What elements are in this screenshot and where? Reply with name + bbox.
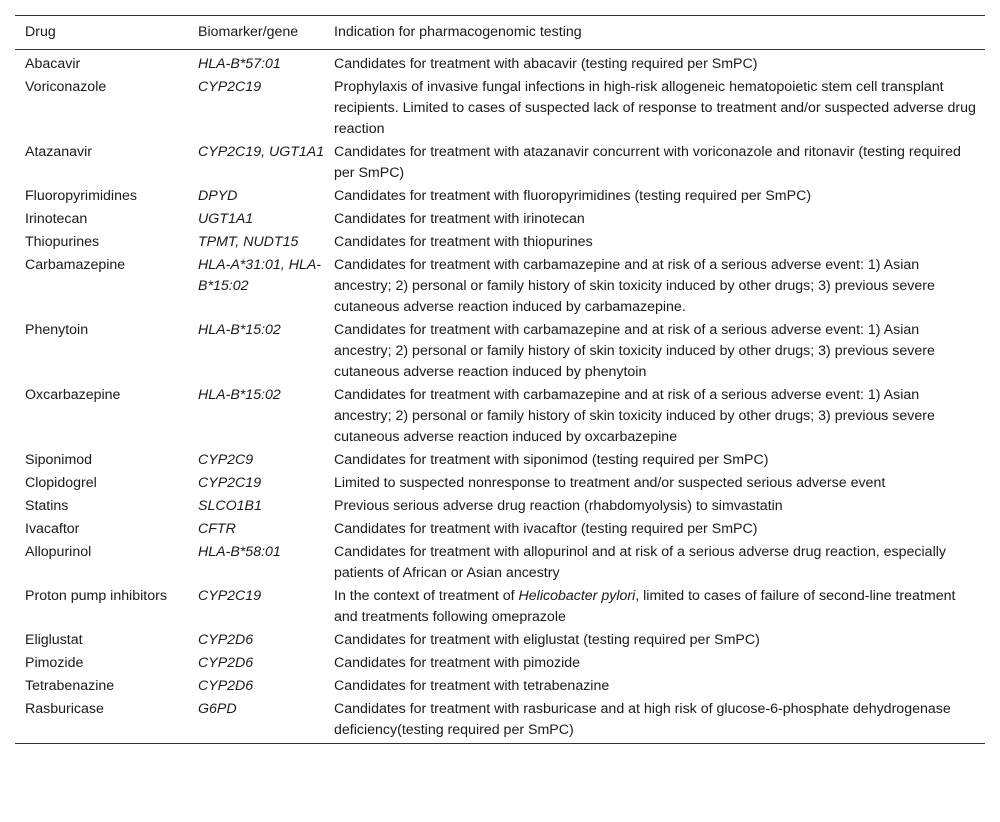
cell-drug: Irinotecan: [25, 211, 88, 227]
cell-indication: Candidates for treatment with thiopurines: [334, 234, 593, 250]
cell-indication: Prophylaxis of invasive fungal infections in high-risk allogeneic hematopoietic stem cell transplant recipients. Limited to cases of suspected lack of response to treatment and/or suspected adverse drug reaction: [334, 79, 976, 137]
cell-drug: Voriconazole: [25, 79, 107, 95]
table-row: [15, 142, 985, 186]
table-row: [15, 630, 985, 653]
indication-text-after: , limited to cases of failure of second-line treatment and treatments following omeprazole: [334, 588, 956, 625]
table-row: [15, 232, 985, 255]
cell-biomarker-gene: CFTR: [198, 521, 236, 537]
cell-drug: Carbamazepine: [25, 257, 126, 273]
table-row: [15, 473, 985, 496]
pharmacogenomic-table-container: [15, 15, 985, 744]
header-biomarker-gene: Biomarker/gene: [198, 24, 299, 40]
table-row: [15, 653, 985, 676]
cell-biomarker-gene: SLCO1B1: [198, 498, 262, 514]
cell-indication: Candidates for treatment with carbamazepine and at risk of a serious adverse event: 1) Asian ancestry; 2) personal or family history of skin toxicity induced by other drugs; 3) previous severe cutaneous adverse reaction induced by phenytoin: [334, 322, 935, 380]
cell-biomarker-gene: CYP2C19: [198, 79, 262, 95]
cell-drug: Tetrabenazine: [25, 678, 115, 694]
cell-biomarker-gene: CYP2D6: [198, 632, 254, 648]
cell-drug: Statins: [25, 498, 69, 514]
table-row: [15, 519, 985, 542]
cell-biomarker-gene: HLA-B*57:01: [198, 56, 281, 72]
cell-drug: Fluoropyrimidines: [25, 188, 137, 204]
table-row: [15, 496, 985, 519]
cell-biomarker-gene: CYP2C19: [198, 588, 262, 604]
cell-indication: Candidates for treatment with ivacaftor (testing required per SmPC): [334, 521, 758, 537]
cell-biomarker-gene: TPMT, NUDT15: [198, 234, 299, 250]
cell-biomarker-gene: UGT1A1: [198, 211, 254, 227]
cell-drug: Atazanavir: [25, 144, 93, 160]
table-row: [15, 385, 985, 450]
cell-indication: Candidates for treatment with tetrabenazine: [334, 678, 610, 694]
cell-indication: Limited to suspected nonresponse to treatment and/or suspected serious adverse event: [334, 475, 886, 491]
cell-indication: Previous serious adverse drug reaction (rhabdomyolysis) to simvastatin: [334, 498, 783, 514]
cell-drug: Oxcarbazepine: [25, 387, 121, 403]
cell-biomarker-gene: CYP2C9: [198, 452, 254, 468]
cell-indication: [334, 586, 985, 630]
table-row: [15, 320, 985, 385]
indication-text-before: In the context of treatment of: [334, 588, 519, 604]
cell-indication: Candidates for treatment with abacavir (testing required per SmPC): [334, 56, 758, 72]
cell-indication: Candidates for treatment with carbamazepine and at risk of a serious adverse event: 1) Asian ancestry; 2) personal or family history of skin toxicity induced by other drugs; 3) previous severe cutaneous adverse reaction induced by oxcarbazepine: [334, 387, 935, 445]
cell-drug: Ivacaftor: [25, 521, 80, 537]
cell-biomarker-gene: HLA-A*31:01, HLA-B*15:02: [198, 257, 322, 294]
cell-drug: Proton pump inhibitors: [25, 588, 167, 604]
cell-drug: Abacavir: [25, 56, 81, 72]
table-header-row: [15, 16, 985, 50]
cell-biomarker-gene: HLA-B*58:01: [198, 544, 281, 560]
cell-drug: Allopurinol: [25, 544, 92, 560]
table-row: [15, 186, 985, 209]
cell-indication: Candidates for treatment with atazanavir concurrent with voriconazole and ritonavir (testing required per SmPC): [334, 144, 961, 181]
cell-biomarker-gene: CYP2C19: [198, 475, 262, 491]
cell-indication: Candidates for treatment with carbamazepine and at risk of a serious adverse event: 1) Asian ancestry; 2) personal or family history of skin toxicity induced by other drugs; 3) previous severe cutaneous adverse reaction induced by carbamazepine.: [334, 257, 935, 315]
cell-drug: Clopidogrel: [25, 475, 97, 491]
cell-biomarker-gene: CYP2C19, UGT1A1: [198, 144, 325, 160]
cell-drug: Rasburicase: [25, 701, 104, 717]
cell-drug: Eliglustat: [25, 632, 83, 648]
cell-indication: Candidates for treatment with rasburicase and at high risk of glucose-6-phosphate dehydrogenase deficiency(testing required per SmPC): [334, 701, 951, 738]
cell-indication: Candidates for treatment with irinotecan: [334, 211, 585, 227]
cell-drug: Thiopurines: [25, 234, 100, 250]
cell-biomarker-gene: CYP2D6: [198, 678, 254, 694]
table-row: [15, 542, 985, 586]
cell-indication: Candidates for treatment with allopurinol and at risk of a serious adverse drug reaction, especially patients of African or Asian ancestry: [334, 544, 946, 581]
cell-indication: Candidates for treatment with pimozide: [334, 655, 581, 671]
cell-biomarker-gene: G6PD: [198, 701, 237, 717]
table-row: [15, 676, 985, 699]
table-row: [15, 209, 985, 232]
cell-indication: Candidates for treatment with eliglustat (testing required per SmPC): [334, 632, 760, 648]
cell-drug: Pimozide: [25, 655, 84, 671]
cell-biomarker-gene: HLA-B*15:02: [198, 322, 281, 338]
cell-indication: Candidates for treatment with fluoropyrimidines (testing required per SmPC): [334, 188, 812, 204]
table-row: [15, 77, 985, 142]
header-indication: Indication for pharmacogenomic testing: [334, 24, 582, 40]
indication-text-organism: Helicobacter pylori: [518, 588, 636, 604]
pharmacogenomic-table: [15, 15, 985, 744]
cell-biomarker-gene: HLA-B*15:02: [198, 387, 281, 403]
table-row: [15, 255, 985, 320]
table-row: [15, 50, 985, 78]
cell-drug: Siponimod: [25, 452, 93, 468]
cell-biomarker-gene: CYP2D6: [198, 655, 254, 671]
header-drug: Drug: [25, 24, 56, 40]
table-row: [15, 450, 985, 473]
table-row: [15, 586, 985, 630]
cell-biomarker-gene: DPYD: [198, 188, 238, 204]
table-row: [15, 699, 985, 744]
cell-drug: Phenytoin: [25, 322, 89, 338]
cell-indication: Candidates for treatment with siponimod (testing required per SmPC): [334, 452, 769, 468]
